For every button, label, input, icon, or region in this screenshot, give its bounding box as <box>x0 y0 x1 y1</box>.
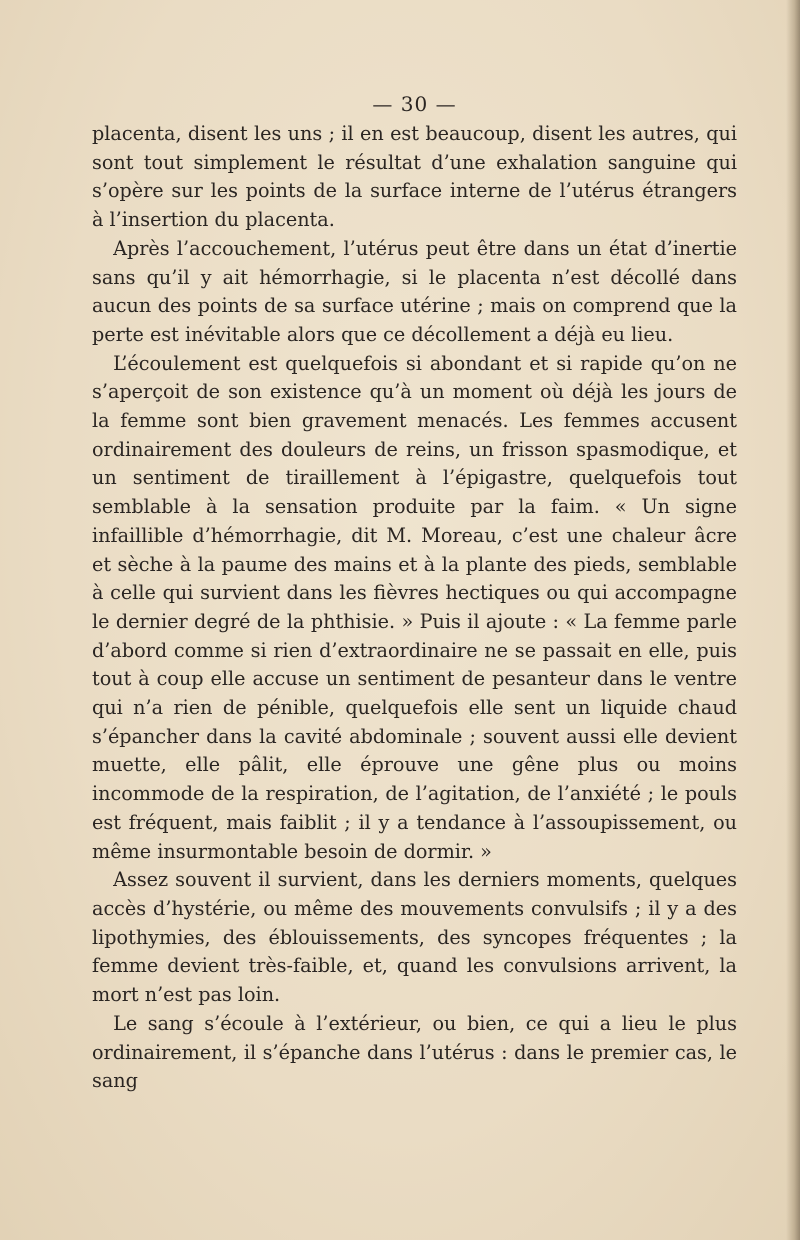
paragraph-3: L’écoulement est quelquefois si abondant et si rapide qu’on ne s’aperçoit de son existence qu’à un moment où déjà les jours de la femme sont bien gravement menacés. Les femmes accusent ordinairement des douleurs de reins, un frisson spasmodique, et un sentiment de tiraillement à l’épigastre, quelquefois tout semblable à la sensation produite par la faim. « Un signe infaillible d’hémorrhagie, dit M. Moreau, c’est une chaleur âcre et sèche à la paume des mains et à la plante des pieds, semblable à celle qui survient dans les fièvres hectiques ou qui accompagne le dernier degré de la phthisie. » Puis il ajoute : « La femme parle d’abord comme si rien d’extraordinaire ne se passait en elle, puis tout à coup elle accuse un sentiment de pesanteur dans le ventre qui n’a rien de pénible, quelquefois elle sent un liquide chaud s’épancher dans la cavité abdominale ; souvent aussi elle devient muette, elle pâlit, elle éprouve une gêne plus ou moins incommode de la respiration, de l’agitation, de l’anxiété ; le pouls est fréquent, mais faiblit ; il y a tendance à l’assoupissement, ou même insurmontable besoin de dormir. » <box>92 351 737 863</box>
paragraph-1: placenta, disent les uns ; il en est beaucoup, disent les autres, qui sont tout simplement le résultat d’une exhalation sanguine qui s’opère sur les points de la surface interne de l’utérus étrangers à l’insertion du placenta. <box>92 122 737 232</box>
paragraph-4: Assez souvent il survient, dans les derniers moments, quelques accès d’hystérie, ou même des mouvements convulsifs ; il y a des lipothymies, des éblouissements, des syncopes fréquentes ; la femme devient très-faible, et, quand les convulsions arrivent, la mort n’est pas loin. <box>92 868 737 1007</box>
paragraph-2: Après l’accouchement, l’utérus peut être dans un état d’inertie sans qu’il y ait hémorrhagie, si le placenta n’est décollé dans aucun des points de sa surface utérine ; mais on comprend que la perte est inévitable alors que ce décollement a déjà eu lieu. <box>92 236 737 346</box>
paragraph-5: Le sang s’écoule à l’extérieur, ou bien, ce qui a lieu le plus ordinairement, il s’épanche dans l’utérus : dans le premier cas, le sang <box>92 1011 737 1093</box>
page-number: — 30 — <box>372 92 457 116</box>
page-text-block <box>92 88 737 1096</box>
page-edge-shadow <box>786 0 800 1240</box>
